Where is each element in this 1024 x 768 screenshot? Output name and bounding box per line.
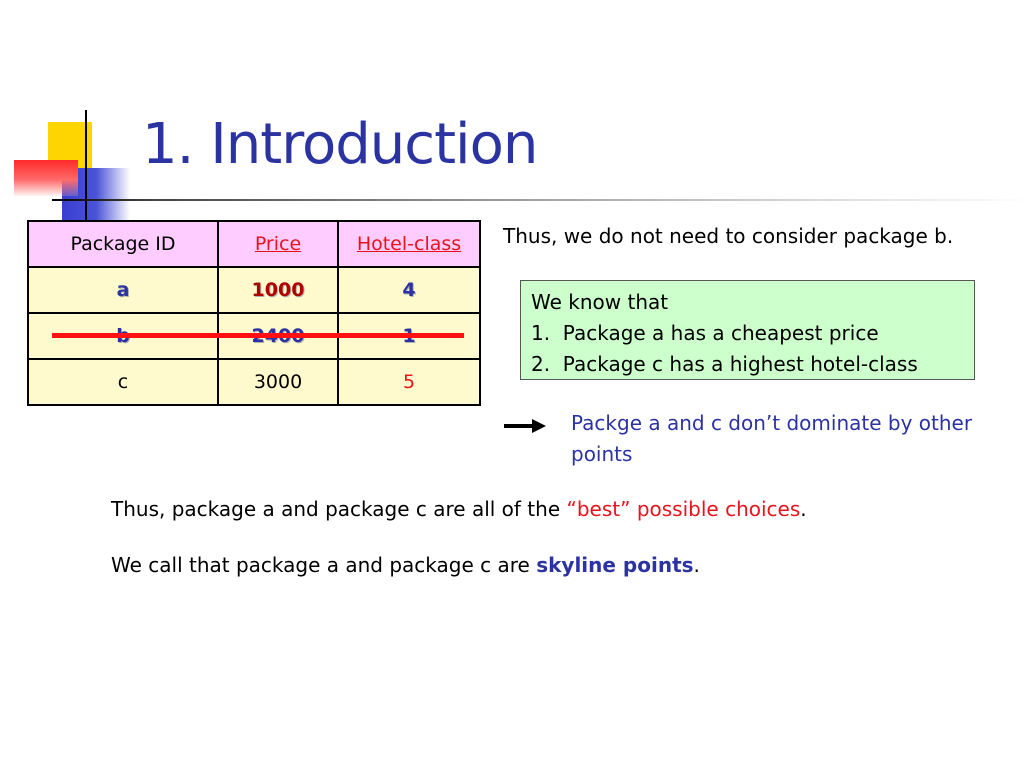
strikethrough-line [52,333,464,338]
know-box-heading: We know that [531,290,669,314]
slide-title: 1. Introduction [142,112,538,177]
cell-id: c [28,359,218,405]
cell-price: 1000 [218,267,338,313]
right-arrow-icon [504,419,546,433]
header-hotel-class[interactable] [338,221,480,267]
conclusion-text: Packge a and c don’t dominate by other points [571,411,973,466]
best-choices-sentence [111,497,807,521]
best-choices-highlight: “best” possible choices [566,497,801,521]
table-header-row [28,221,480,267]
package-table [27,220,481,406]
skyline-points-highlight: skyline points [536,553,694,577]
skyline-sentence [111,553,700,577]
table-row [28,267,480,313]
price-link[interactable]: Price [254,233,302,255]
know-box [520,280,975,380]
header-price[interactable] [218,221,338,267]
hotel-class-link[interactable]: Hotel-class [356,233,462,255]
top-note: Thus, we do not need to consider package b. [503,224,954,248]
cell-price: 3000 [218,359,338,405]
sentence-text: We call that package a and package c are [111,553,537,577]
table-row [28,359,480,405]
sentence-period: . [693,553,700,577]
cell-id: a [28,267,218,313]
sentence-period: . [800,497,807,521]
know-box-item: 2. Package c has a highest hotel-class [531,352,918,376]
header-package-id: Package ID [28,221,218,267]
logo-red-square [14,160,78,196]
cell-hotel-class: 5 [338,359,480,405]
sentence-text: Thus, package a and package c are all of the [111,497,567,521]
cell-hotel-class: 4 [338,267,480,313]
title-underline [52,199,1024,201]
logo-vertical-line [85,110,87,222]
know-box-item: 1. Package a has a cheapest price [531,321,879,345]
